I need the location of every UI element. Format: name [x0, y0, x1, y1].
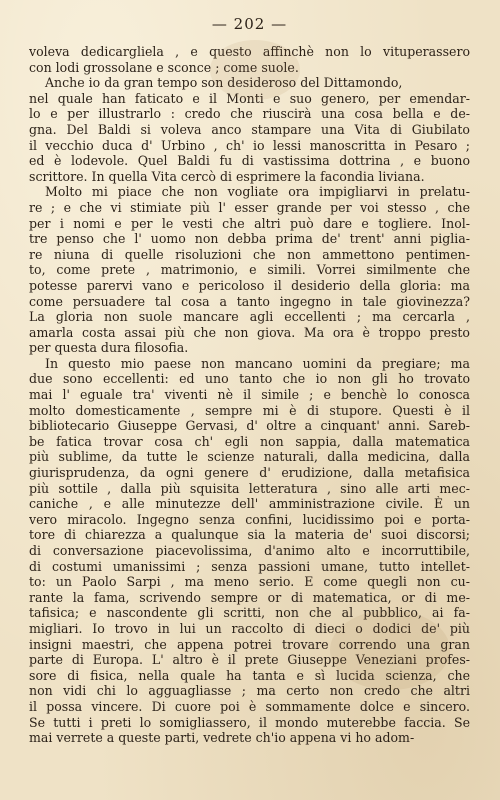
- text-line: mai l' eguale tra' viventi nè il simile ; e benchè lo conosca: [29, 387, 470, 403]
- text-line: di conversazione piacevolissima, d'animo alto e incorruttibile,: [29, 543, 470, 558]
- text-line: insigni maestri, che appena potrei trovare correndo una gran: [29, 636, 470, 652]
- text-line: tafisica; e nascondente gli scritti, non che al pubblico, ai fa-: [29, 605, 470, 621]
- text-line: to, come prete , matrimonio, e simili. Vorrei similmente che: [29, 262, 470, 278]
- text-line: voleva dedicargliela , e questo affinchè non lo vituperassero: [29, 44, 470, 59]
- paragraph: [29, 356, 470, 746]
- text-line: sore di fisica, nella quale ha tanta e sì lucida scienza, che: [29, 667, 470, 683]
- text-line: due sono eccellenti: ed uno tanto che io non gli ho trovato: [29, 371, 470, 387]
- text-line: mai verrete a queste parti, vedrete ch'io appena vi ho adom-: [29, 730, 415, 746]
- text-line: giurisprudenza, da ogni genere d' erudizione, dalla metafisica: [29, 465, 470, 481]
- text-line: molto domesticamente , sempre mi è di stupore. Questi è il: [29, 402, 470, 418]
- text-line: Molto mi piace che non vogliate ora impigliarvi in prelatu-: [45, 184, 470, 200]
- body-text: [29, 44, 470, 746]
- text-line: caniche , e alle minutezze dell' amministrazione civile. È un: [29, 496, 470, 512]
- text-line: scrittore. In quella Vita cercò di esprimere la facondia liviana.: [29, 168, 425, 184]
- text-line: di costumi umanissimi ; senza passioni umane, tutto intellet-: [29, 558, 470, 574]
- text-line: bibliotecario Giuseppe Gervasi, d' oltre a cinquant' anni. Sareb-: [29, 418, 470, 434]
- text-line: gna. Del Baldi si voleva anco stampare una Vita di Giubilato: [29, 121, 470, 137]
- text-line: be fatica trovar cosa ch' egli non sappia, dalla matematica: [29, 433, 470, 449]
- text-line: nel quale han faticato e il Monti e suo genero, per emendar-: [29, 90, 470, 106]
- text-line: parte di Europa. L' altro è il prete Giuseppe Veneziani profes-: [29, 652, 470, 668]
- text-line: tore di chiarezza a qualunque sia la materia de' suoi discorsi;: [29, 527, 470, 543]
- text-line: La gloria non suole mancare agli eccellenti ; ma cercarla ,: [29, 309, 470, 325]
- paragraph: [29, 184, 470, 356]
- text-line: re niuna di quelle risoluzioni che non ammettono pentimen-: [29, 246, 470, 262]
- text-line: per questa dura filosofia.: [29, 340, 189, 356]
- text-line: lo e per illustrarlo : credo che riuscirà una cosa bella e de-: [29, 106, 470, 122]
- text-line: come persuadere tal cosa a tanto ingegno in tale giovinezza?: [29, 293, 470, 309]
- text-line: con lodi grossolane e sconce ; come suole.: [29, 59, 299, 75]
- text-line: amarla costa assai più che non giova. Ma ora è troppo presto: [29, 324, 470, 340]
- text-line: ed è lodevole. Quel Baldi fu di vastissima dottrina , e buono: [29, 153, 470, 169]
- text-line: più sottile , dalla più squisita letteratura , sino alle arti mec-: [29, 480, 470, 496]
- paragraph: [29, 75, 470, 184]
- text-line: il possa vincere. Di cuore poi è sommamente dolce e sincero.: [29, 698, 470, 714]
- text-line: Se tutti i preti lo somigliassero, il mondo muterebbe faccia. Se: [29, 714, 470, 730]
- text-line: vero miracolo. Ingegno senza confini, lucidissimo poi e porta-: [29, 511, 470, 527]
- text-line: re ; e che vi stimiate più l' esser grande per voi stesso , che: [29, 199, 470, 215]
- text-line: tre penso che l' uomo non debba prima de' trent' anni piglia-: [29, 231, 470, 247]
- text-line: migliari. Io trovo in lui un raccolto di dieci o dodici de' più: [29, 620, 470, 636]
- text-line: non vidi chi lo agguagliasse ; ma certo non credo che altri: [29, 683, 470, 699]
- text-line: potesse parervi vano e pericoloso il desiderio della gloria: ma: [29, 277, 470, 293]
- text-line: rante la fama, scrivendo sempre or di matematica, or di me-: [29, 589, 470, 605]
- page-number: — 202 —: [211, 15, 288, 33]
- text-line: più sublime, da tutte le scienze naturali, dalla medicina, dalla: [29, 449, 470, 465]
- paragraph: [29, 44, 470, 75]
- text-line: Anche io da gran tempo son desideroso del Dittamondo,: [45, 75, 403, 91]
- text-line: per i nomi e per le vesti che altri può dare e togliere. Inol-: [29, 215, 470, 231]
- text-line: to: un Paolo Sarpi , ma meno serio. E come quegli non cu-: [29, 574, 470, 590]
- text-line: il vecchio duca d' Urbino , ch' io lessi manoscritta in Pesaro ;: [29, 137, 470, 153]
- text-line: In questo mio paese non mancano uomini da pregiare; ma: [45, 355, 470, 371]
